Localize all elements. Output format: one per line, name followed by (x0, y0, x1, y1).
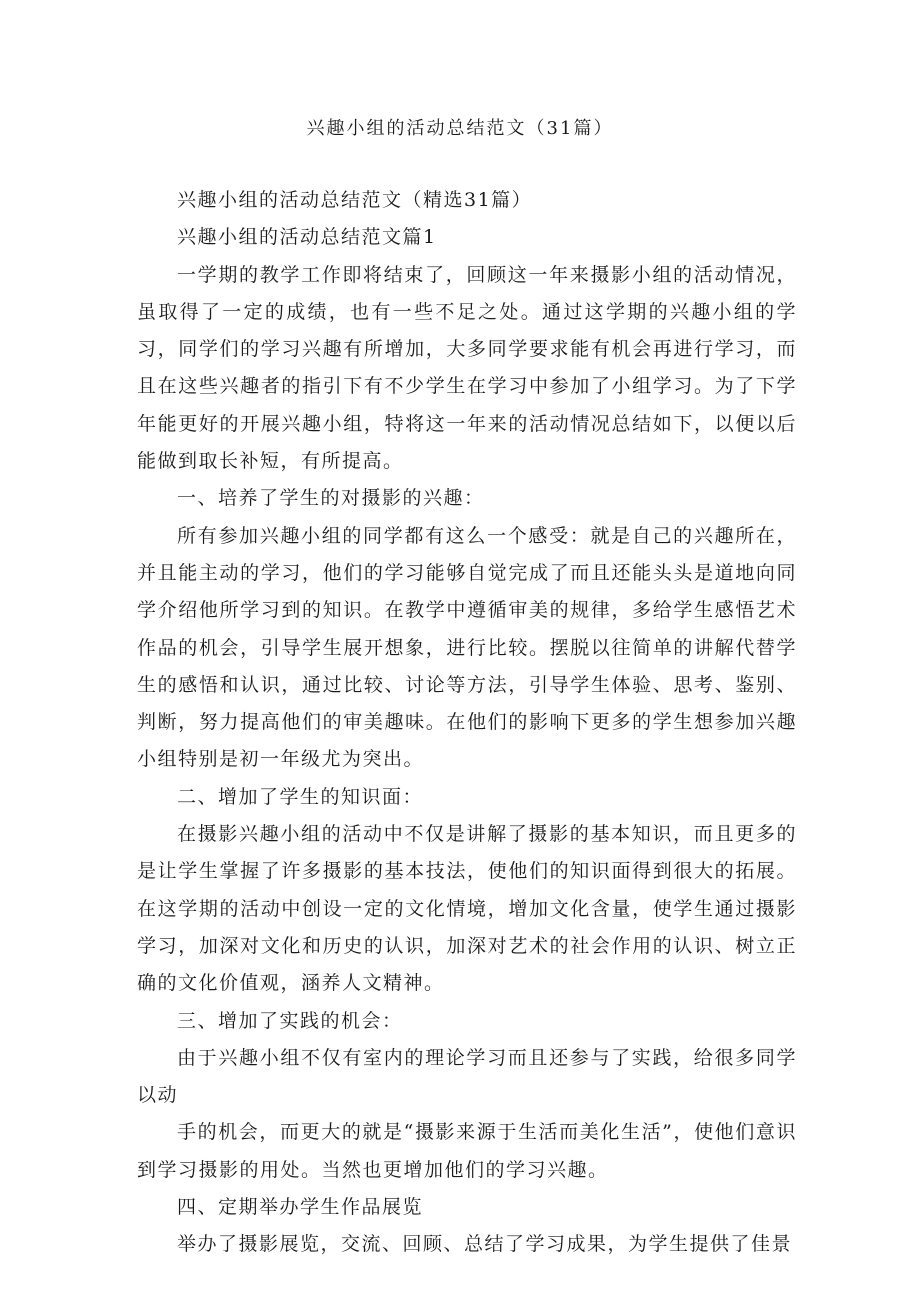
heading-interest: 一、培养了学生的对摄影的兴趣： (177, 487, 485, 510)
document-body (137, 182, 797, 1264)
paragraph-knowledge: 在摄影兴趣小组的活动中不仅是讲解了摄影的基本知识，而且更多的是让学生掌握了许多摄影的基本技法，使他们的知识面得到很大的拓展。在这学期的活动中创设一定的文化情境，增加文化含量，使学生通过摄影学习，加深对文化和历史的认识，加深对艺术的社会作用的认识、树立正确的文化价值观，涵养人文精神。 (137, 823, 797, 995)
heading-knowledge: 二、增加了学生的知识面： (177, 785, 424, 808)
section-title: 兴趣小组的活动总结范文篇1 (177, 226, 437, 249)
paragraph-exhibition: 举办了摄影展览，交流、回顾、总结了学习成果，为学生提供了佳景 (177, 1233, 793, 1256)
page-title: 兴趣小组的活动总结范文（31篇） (306, 118, 614, 139)
paragraph-practice-part1: 由于兴趣小组不仅有室内的理论学习而且还参与了实践，给很多同学以动 (137, 1046, 797, 1107)
paragraph-practice-part2: 手的机会，而更大的就是“摄影来源于生活而美化生活”，使他们意识到学习摄影的用处。当然也更增加他们的学习兴趣。 (137, 1121, 797, 1181)
document-subtitle: 兴趣小组的活动总结范文（精选31篇） (177, 189, 533, 211)
heading-practice: 三、增加了实践的机会： (177, 1009, 403, 1032)
paragraph-intro: 一学期的教学工作即将结束了，回顾这一年来摄影小组的活动情况，虽取得了一定的成绩，也有一些不足之处。通过这学期的兴趣小组的学习，同学们的学习兴趣有所增加，大多同学要求能有机会再进行学习，而且在这些兴趣者的指引下有不少学生在学习中参加了小组学习。为了下学年能更好的开展兴趣小组，特将这一年来的活动情况总结如下，以便以后能做到取长补短，有所提高。 (137, 263, 797, 473)
paragraph-interest: 所有参加兴趣小组的同学都有这么一个感受：就是自己的兴趣所在，并且能主动的学习，他们的学习能够自觉完成了而且还能头头是道地向同学介绍他所学习到的知识。在教学中遵循审美的规律，多给学生感悟艺术作品的机会，引导学生展开想象，进行比较。摆脱以往简单的讲解代替学生的感悟和认识，通过比较、讨论等方法，引导学生体验、思考、鉴别、判断，努力提高他们的审美趣味。在他们的影响下更多的学生想参加兴趣小组特别是初一年级尤为突出。 (137, 524, 797, 771)
heading-exhibition: 四、定期举办学生作品展览 (177, 1196, 424, 1219)
